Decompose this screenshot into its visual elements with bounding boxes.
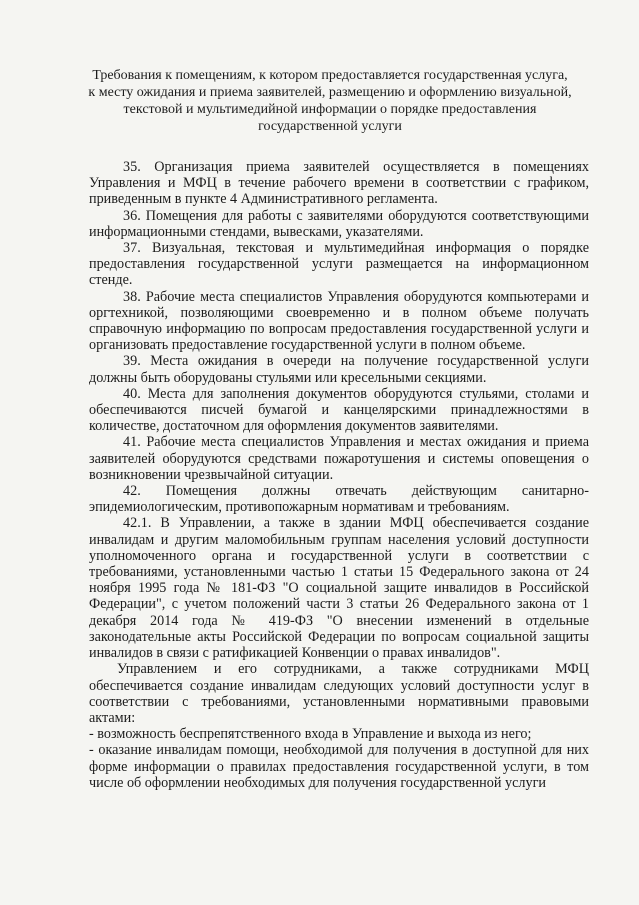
paragraph-39: 39. Места ожидания в очереди на получение государственной услуги должны быть оборудованы стульями или кресельными секциями. — [89, 353, 589, 386]
paragraph-42-1: 42.1. В Управлении, а также в здании МФЦ обеспечивается создание инвалидам и другим маломобильным группам населения условий доступности уполномоченного органа и государственной услуги в соответствии с требованиями, установленными частью 1 статьи 15 Федерального закона от 24 ноября 1995 года № 181-ФЗ "О социальной защите инвалидов в Российской Федерации", с учетом положений части 3 статьи 26 Федерального закона от 1 декабря 2014 года № 419-ФЗ "О внесении изменений в отдельные законодательные акты Российской Федерации по вопросам социальной защиты инвалидов в связи с ратификацией Конвенции о правах инвалидов". — [89, 515, 589, 662]
paragraph-41: 41. Рабочие места специалистов Управления и местах ожидания и приема заявителей оборудуются средствами пожаротушения и системы оповещения о возникновении чрезвычайной ситуации. — [89, 434, 589, 483]
document-body — [89, 159, 589, 791]
paragraph-40: 40. Места для заполнения документов оборудуются стульями, столами и обеспечиваются писчей бумагой и канцелярскими принадлежностями в количестве, достаточном для оформления документов заявителями. — [89, 385, 589, 435]
section-title — [60, 67, 600, 135]
list-item: - возможность беспрепятственного входа в Управление и выхода из него; — [89, 726, 532, 743]
paragraph-accessibility-intro: Управлением и его сотрудниками, а также сотрудниками МФЦ обеспечивается создание инвалидам следующих условий доступности услуг в соответствии с требованиями, установленными нормативными правовыми актами: — [89, 661, 589, 726]
title-line: текстовой и мультимедийной информации о порядке предоставления — [123, 102, 537, 117]
paragraph-42: 42. Помещения должны отвечать действующим санитарно-эпидемиологическим, противопожарным нормативам и требованиям. — [89, 483, 589, 516]
paragraph-38: 38. Рабочие места специалистов Управления оборудуются компьютерами и оргтехникой, позволяющими своевременно и в полном объеме получать справочную информацию по вопросам предоставления государственной услуги и организовать предоставление государственной услуги в полном объеме. — [89, 288, 589, 354]
title-line: государственной услуги — [258, 119, 402, 134]
paragraph-35: 35. Организация приема заявителей осуществляется в помещениях Управления и МФЦ в течение рабочего времени в соответствии с графиком, приведенным в пункте 4 Административного регламента. — [89, 159, 589, 208]
title-line: Требования к помещениям, к котором предоставляется государственная услуга, — [92, 68, 568, 83]
paragraph-36: 36. Помещения для работы с заявителями оборудуются соответствующими информационными стендами, вывесками, указателями. — [89, 207, 589, 240]
title-line: к месту ожидания и приема заявителей, размещению и оформлению визуальной, — [88, 85, 572, 100]
list-item: - оказание инвалидам помощи, необходимой для получения в доступной для них форме информации о правилах предоставления государственной услуги, в том числе об оформлении необходимых для получения государственной услуги — [89, 742, 589, 791]
paragraph-37: 37. Визуальная, текстовая и мультимедийная информация о порядке предоставления государственной услуги размещается на информационном стенде. — [89, 240, 589, 289]
